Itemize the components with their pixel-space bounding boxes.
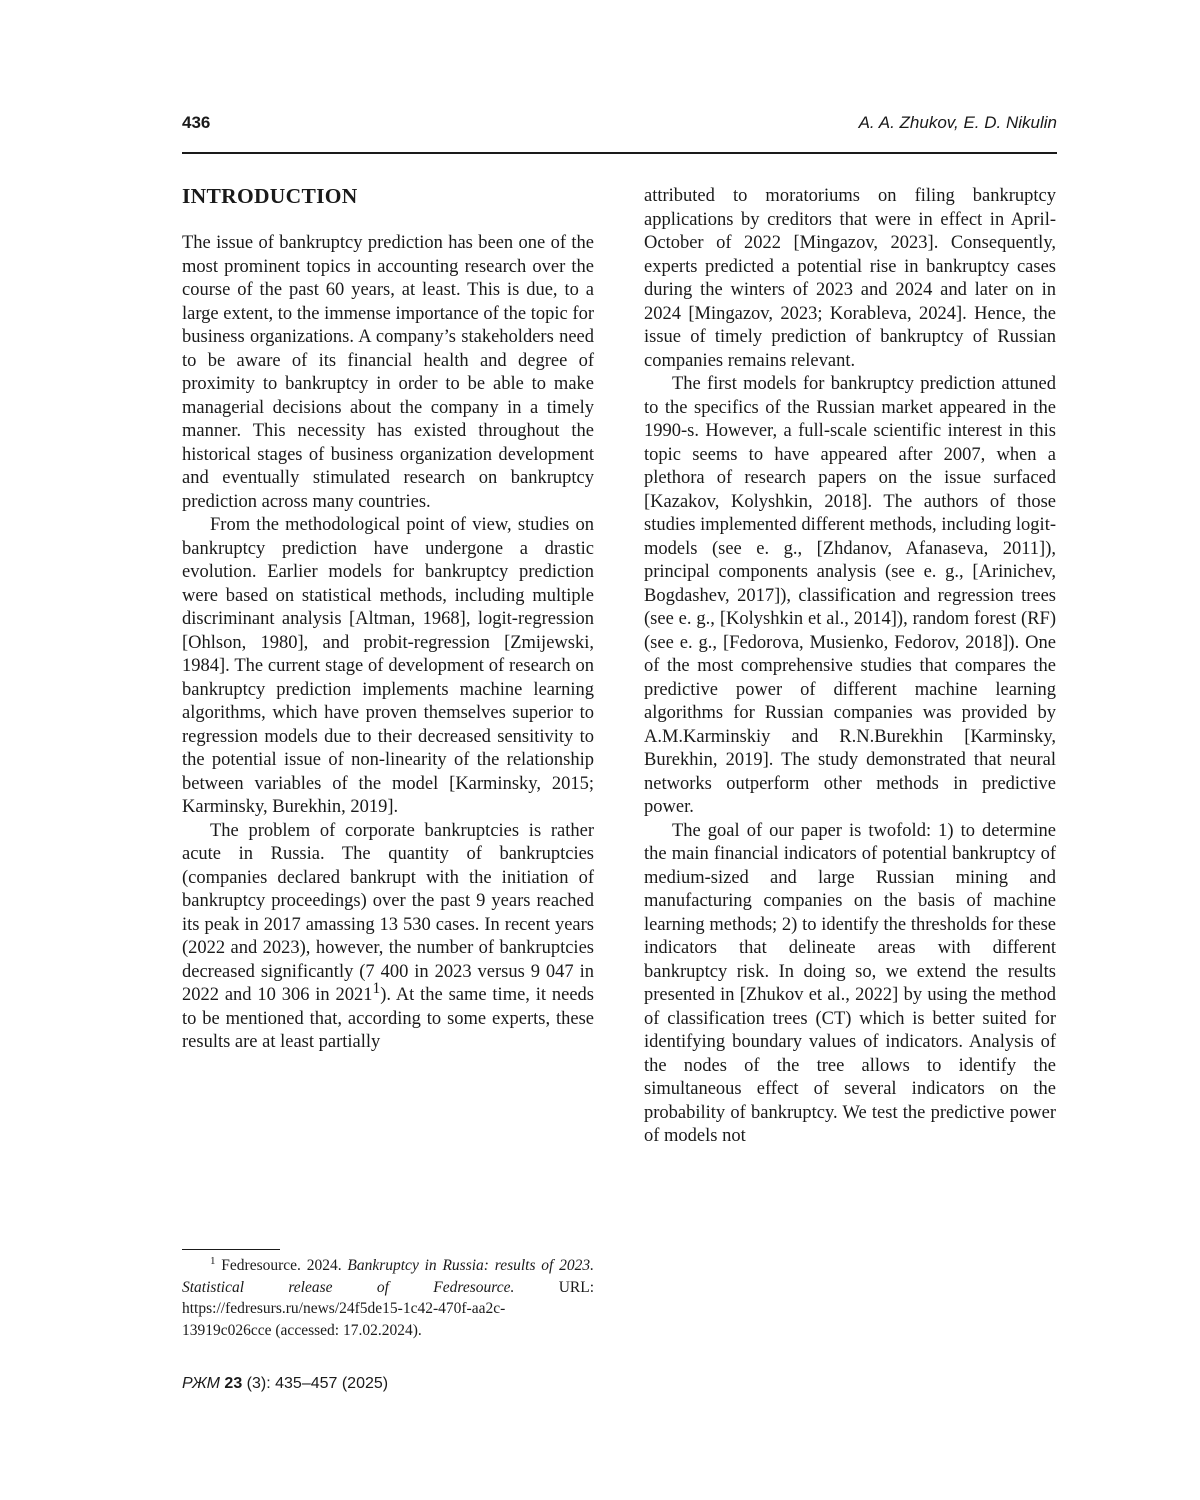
running-head (182, 113, 1057, 137)
right-paragraph-1: attributed to moratoriums on filing bankruptcy applications by creditors that were in effect in April-October of 2022 [Mingazov, 2023]. Consequently, experts predicted a potential rise in bankruptcy cases during the winters of 2023 and 2024 and later on in 2024 [Mingazov, 2023; Korableva, 2024]. Hence, the issue of timely prediction of bankruptcy of Russian companies remains relevant. (644, 186, 1056, 371)
right-column (644, 185, 1056, 1149)
footnote-title: Bankruptcy in Russia: results of 2023. Statistical release of Fedresource. (182, 1257, 595, 1296)
journal-footer (182, 1375, 388, 1393)
right-paragraph-3: The goal of our paper is twofold: 1) to determine the main financial indicators of potential bankruptcy of medium-sized and large Russian mining and manufacturing companies on the basis of machine learning methods; 2) to identify the thresholds for these indicators that delineate areas with different bankruptcy risk. In doing so, we extend the results presented in [Zhukov et al., 2022] by using the method of classification trees (CT) which is better suited for identifying boundary values of indicators. Analysis of the nodes of the tree allows to identify the simultaneous effect of several indicators on the probability of bankruptcy. We test the predictive power of models not (644, 820, 1056, 1146)
footnote-divider (182, 1249, 280, 1250)
header-divider (182, 152, 1057, 154)
right-paragraph-2: The first models for bankruptcy prediction attuned to the specifics of the Russian market appeared in the 1990-s. However, a full-scale scientific interest in this topic seems to have appeared after 2007, when a plethora of research papers on the issue surfaced [Kazakov, Kolyshkin, 2018]. The authors of those studies implemented different methods, including logit-models (see e. g., [Zhdanov, Afanaseva, 2011]), principal components analysis (see e. g., [Arinichev, Bogdashev, 2017]), classification and regression trees (see e. g., [Kolyshkin et al., 2014]), random forest (RF) (see e. g., [Fedorova, Musienko, Fedorov, 2018]). One of the most comprehensive studies that compares the predictive power of different machine learning algorithms for Russian companies was provided by A.M.Karminskiy and R.N.Burekhin [Karminsky, Burekhin, 2019]. The study demonstrated that neural networks outperform other methods in predictive power. (644, 374, 1056, 817)
footnote-reference[interactable]: 1 (372, 979, 381, 997)
footnote-source: Fedresource. 2024. (221, 1257, 342, 1274)
journal-issue-pages: (3): 435–457 (2025) (246, 1375, 389, 1392)
journal-abbreviation: РЖМ (182, 1375, 220, 1392)
running-head-authors: A. A. Zhukov, E. D. Nikulin (858, 113, 1057, 132)
paragraph-text: ). At the same time, it needs to be mentioned that, according to some experts, these results are at least partially (182, 985, 594, 1052)
left-paragraph-1: The issue of bankruptcy prediction has been one of the most prominent topics in accounting research over the course of the past 60 years, at least. This is due, to a large extent, to the immense importance of the topic for business organizations. A company’s stakeholders need to be aware of its financial health and degree of proximity to bankruptcy in order to be able to make managerial decisions about the company in a timely manner. This necessity has existed throughout the historical stages of business organization development and eventually stimulated research on bankruptcy prediction across many countries. (182, 233, 594, 512)
section-heading-introduction: INTRODUCTION (182, 184, 358, 208)
paragraph-text: The problem of corporate bankruptcies is rather acute in Russia. The quantity of bankruptcies (companies declared bankrupt with the initiation of bankruptcy proceedings) over the past 9 years reached its peak in 2017 amassing 13 530 cases. In recent years (2022 and 2023), however, the number of bankruptcies decreased significantly (7 400 in 2023 versus 9 047 in 2022 and 10 306 in 2021 (182, 820, 594, 1005)
left-column (182, 182, 594, 1055)
footnote-marker: 1 (210, 1254, 216, 1267)
left-paragraph-3 (182, 820, 594, 1055)
footnote (182, 1255, 594, 1341)
page-number: 436 (182, 113, 211, 132)
left-paragraph-2: From the methodological point of view, studies on bankruptcy prediction have undergone a drastic evolution. Earlier models for bankruptcy prediction were based on statistical methods, including multiple discriminant analysis [Altman, 1968], logit-regression [Ohlson, 1980], and probit-regression [Zmijewski, 1984]. The current stage of development of research on bankruptcy prediction implements machine learning algorithms, which have proven themselves superior to regression models due to their decreased sensitivity to the potential issue of non-linearity of the relationship between variables of the model [Karminsky, 2015; Karminsky, Burekhin, 2019]. (182, 515, 594, 817)
journal-volume: 23 (224, 1375, 243, 1392)
footnote-url[interactable]: URL: https://fedresurs.ru/news/24f5de15-1c42-470f-aa2c-13919c026cce (accessed: 17.02.2024). (182, 1278, 594, 1339)
